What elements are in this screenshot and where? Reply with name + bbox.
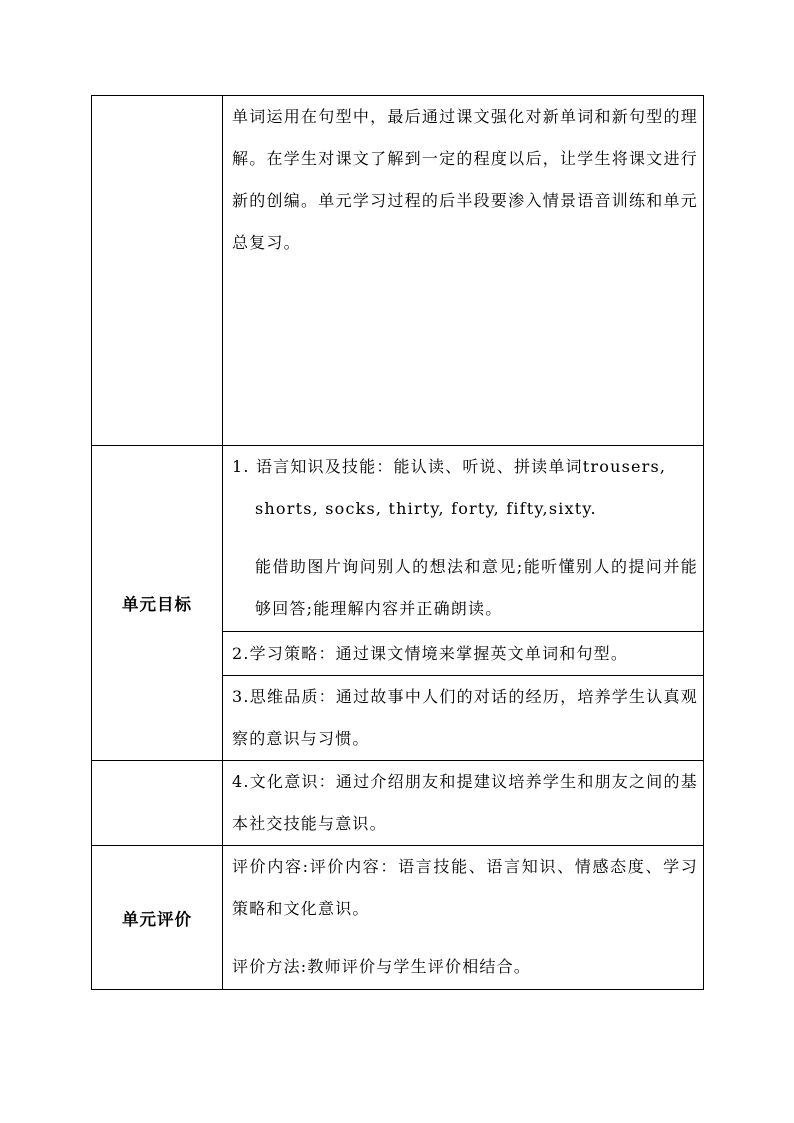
- table-row: [92, 761, 704, 846]
- thinking-quality-text: 3.思维品质：通过故事中人们的对话的经历，培养学生认真观察的意识与习惯。: [232, 687, 698, 748]
- unit-plan-table: [91, 95, 704, 990]
- evaluation-method-text: 评价方法:教师评价与学生评价相结合。: [232, 957, 531, 976]
- table-row: [92, 96, 704, 446]
- learning-strategy-cell: [223, 632, 704, 676]
- empty-label-cell: [92, 96, 223, 446]
- teaching-process-text: 单词运用在句型中，最后通过课文强化对新单词和新句型的理解。在学生对课文了解到一定的程度以后，让学生将课文进行新的创编。单元学习过程的后半段要渗入情景语音训练和单元总复习。: [232, 107, 698, 252]
- learning-strategy-text: 2.学习策略：通过课文情境来掌握英文单词和句型。: [232, 644, 629, 663]
- cultural-awareness-cell: [223, 761, 704, 846]
- unit-evaluation-label: 单元评价: [92, 846, 223, 990]
- empty-label-cell: [92, 761, 223, 846]
- cultural-awareness-text: 4.文化意识：通过介绍朋友和提建议培养学生和朋友之间的基本社交技能与意识。: [232, 772, 698, 833]
- teaching-process-cell: [223, 96, 704, 446]
- unit-goals-label: 单元目标: [92, 446, 223, 761]
- table-row: [92, 446, 704, 632]
- thinking-quality-cell: [223, 676, 704, 761]
- evaluation-content-text: 评价内容:评价内容：语言技能、语言知识、情感态度、学习策略和文化意识。: [232, 857, 698, 918]
- evaluation-cell: [223, 846, 704, 990]
- language-skills-line2: shorts, socks, thirty, forty, fifty,sixty.: [255, 499, 597, 518]
- table-row: [92, 846, 704, 990]
- language-skills-subtext: 能借助图片询问别人的想法和意见;能听懂别人的提问并能够回答;能理解内容并正确朗读。: [255, 557, 698, 618]
- language-skills-line1: 1. 语言知识及技能：能认读、听说、拼读单词trousers,: [232, 457, 667, 476]
- language-skills-cell: [223, 446, 704, 632]
